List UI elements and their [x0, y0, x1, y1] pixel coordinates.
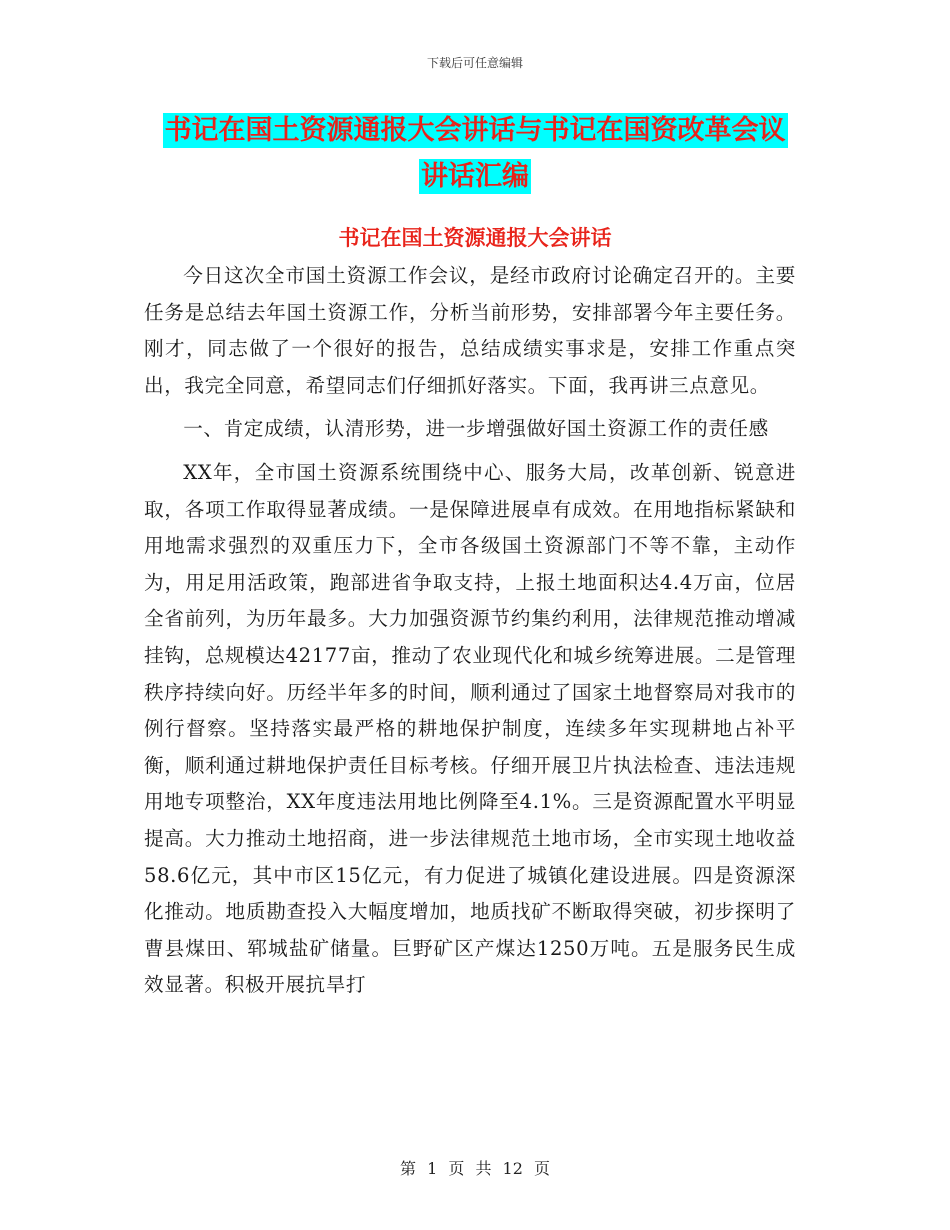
document-title-line2: 讲话汇编 — [421, 161, 529, 192]
paragraph-intro: 今日这次全市国土资源工作会议，是经市政府讨论确定召开的。主要任务是总结去年国土资源工作，分析当前形势，安排部署今年主要任务。刚才，同志做了一个很好的报告，总结成绩实事求是，安排工作重点突出，我完全同意，希望同志们仔细抓好落实。下面，我再讲三点意见。 — [144, 264, 796, 397]
section-title: 书记在国土资源通报大会讲话 — [338, 225, 612, 250]
page-footer: 第 1 页 共 12 页 — [400, 1159, 550, 1178]
header-note: 下载后可任意编辑 — [426, 56, 523, 70]
paragraph-achievements: XX年，全市国土资源系统围绕中心、服务大局，改革创新、锐意进取，各项工作取得显著成绩。一是保障进展卓有成效。在用地指标紧缺和用地需求强烈的双重压力下，全市各级国土资源部门不等不靠，主动作为，用足用活政策，跑部进省争取支持，上报土地面积达4.4万亩，位居全省前列，为历年最多。大力加强资源节约集约利用，法律规范推动增减挂钩，总规模达42177亩，推动了农业现代化和城乡统筹进展。二是管理秩序持续向好。历经半年多的时间，顺利通过了国家土地督察局对我市的例行督察。坚持落实最严格的耕地保护制度，连续多年实现耕地占补平衡，顺利通过耕地保护责任目标考核。仔细开展卫片执法检查、违法违规用地专项整治，XX年度违法用地比例降至4.1%。三是资源配置水平明显提高。大力推动土地招商，进一步法律规范土地市场，全市实现土地收益58.6亿元，其中市区15亿元，有力促进了城镇化建设进展。四是资源深化推动。地质勘查投入大幅度增加，地质找矿不断取得突破，初步探明了曹县煤田、郓城盐矿储量。巨野矿区产煤达1250万吨。五是服务民生成效显著。积极开展抗旱打 — [144, 460, 796, 997]
paragraph-heading-one: 一、肯定成绩，认清形势，进一步增强做好国土资源工作的责任感 — [183, 417, 769, 441]
document-title-line1: 书记在国土资源通报大会讲话与书记在国资改革会议 — [164, 115, 786, 146]
document-title — [130, 108, 820, 200]
body-text — [144, 258, 796, 1011]
